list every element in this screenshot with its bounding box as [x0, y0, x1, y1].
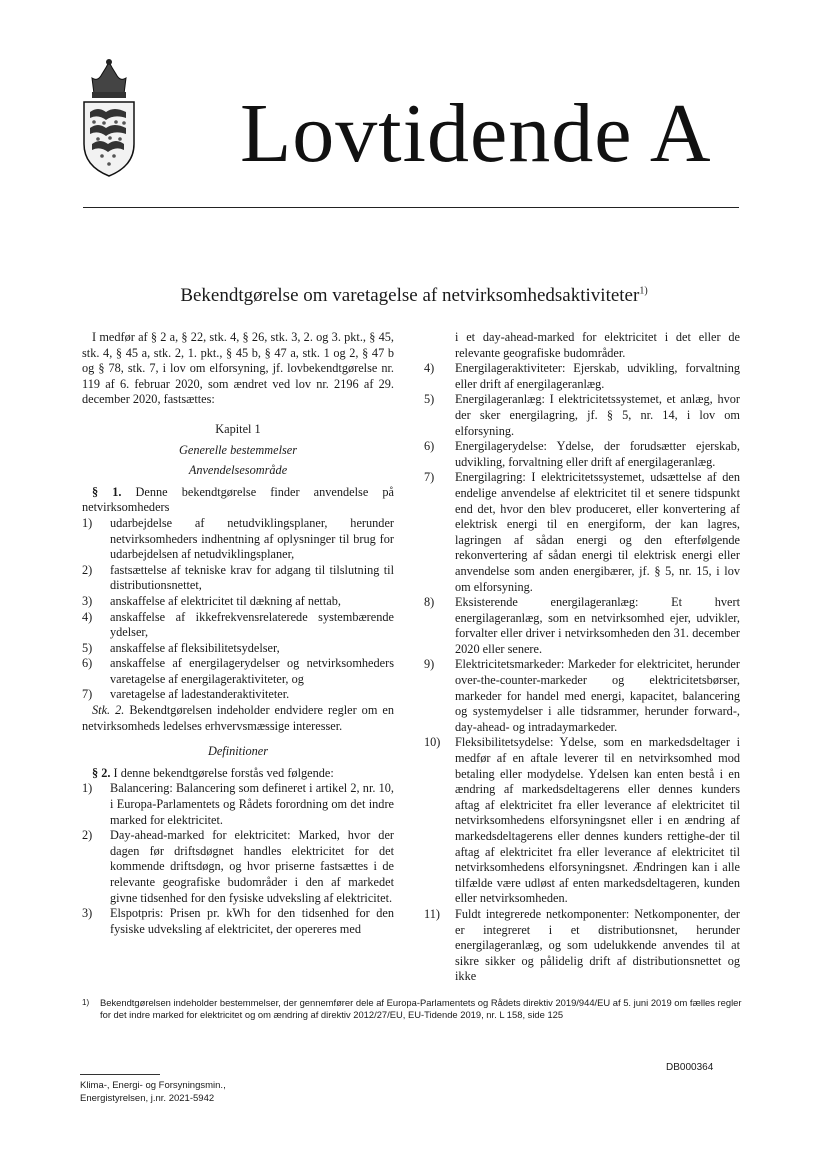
left-column: [82, 330, 394, 937]
item-number: 10): [424, 735, 441, 750]
section-2-intro: [82, 766, 394, 782]
danish-coat-of-arms-logo: [80, 58, 138, 178]
footnote-text: Bekendtgørelsen indeholder bestemmelser, der gennemfører dele af Europa-Parlamentets og Rådets direktiv 2019/944/EU af 5. juni 2019 om fælles regler for det indre marked for elektricitet og om ændring af direktiv 2012/27/EU, EU-Tidende 2019, nr. L 158, side 125: [100, 997, 742, 1020]
item-text: Energilagerydelse: Ydelse, der forudsætter ejerskab, udvikling, forvaltning eller drift af energilageranlæg.: [455, 439, 740, 469]
chapter-number: Kapitel 1: [215, 421, 261, 436]
preamble: I medfør af § 2 a, § 22, stk. 4, § 26, stk. 3, 2. og 3. pkt., § 45, stk. 4, § 45 a, stk. 2, 1. pkt., § 45 b, § 47 a, stk. 1 og 2, § 47 b og § 78, stk. 7, i lov om elforsyning, jf. lovbekendtgørelse nr. 119 af 6. februar 2020, som ændret ved lov nr. 2196 af 29. december 2020, fastsættes:: [82, 330, 394, 407]
title-footnote-mark: 1): [639, 285, 648, 297]
right-column: [424, 330, 740, 985]
item-text: anskaffelse af ikkefrekvensrelaterede systembærende ydelser,: [110, 609, 394, 640]
definition-item: [82, 906, 394, 937]
item-number: 1): [82, 515, 93, 530]
item-number: 2): [82, 562, 93, 577]
ministry-line-1: Klima-, Energi- og Forsyningsmin.,: [80, 1080, 226, 1091]
list-item: [82, 563, 394, 594]
item-number: 8): [424, 595, 435, 610]
definition-item: [424, 735, 740, 907]
footnote: [82, 997, 742, 1021]
item-text: Elspotpris: Prisen pr. kWh for den tidsenhed for den fysiske udveksling af elektricitet, der opereres med: [110, 906, 394, 936]
item-number: 4): [82, 609, 93, 624]
item-number: 3): [82, 593, 93, 608]
definition-item: [82, 781, 394, 828]
item-text: anskaffelse af energilagerydelser og netvirksomheders varetagelse af energilageraktiviteter, og: [110, 656, 394, 686]
definitions-heading: Definitioner: [207, 744, 269, 759]
definition-item: [424, 657, 740, 735]
item-number: 2): [82, 828, 93, 843]
section-1-stk-2: [82, 703, 394, 734]
definition-item: [424, 392, 740, 439]
list-item: [82, 641, 394, 657]
item-number: 6): [82, 656, 93, 671]
stk-2-text: Bekendtgørelsen indeholder endvidere regler om en netvirksomheds ledelses erhvervsmæssige interesser.: [82, 703, 394, 733]
item-number: 9): [424, 657, 435, 672]
masthead-title: Lovtidende A: [240, 87, 712, 180]
item-number: 1): [82, 781, 93, 796]
definition-item-continued: i et day-ahead-marked for elektricitet i det eller de relevante geografiske budområder.: [455, 330, 740, 360]
item-text: Fuldt integrerede netkomponenter: Netkomponenter, der er integreret i et distributionsnet, herunder energilageranlæg, og som udelukkende anvendes til at sikre sikker og pålidelig drift af distributionsnettet og ikke: [455, 906, 740, 984]
chapter-title: Generelle bestemmelser: [178, 442, 298, 457]
definition-item: [424, 470, 740, 595]
item-text: Fleksibilitetsydelse: Ydelse, som en markedsdeltager i medfør af en aftale leverer til en netvirksomhed mod betaling eller modydelse. Ydelsen kan enten bestå i en ændring af markedsdeltagerens eller dennes kunders aftag af elektricitet fra eller leverance af elektricitet til netvirksomhedens elforsyningsnet eller i en ændring af markedsdeltagerens eller dennes kunders rettighe-der til aftag af elektricitet fra eller leverance af elektricitet til netvirksomhedens elforsyningsnet. Ændringen kan i alle tilfælde være udløst af enten markedsdeltageren, kunden eller netvirksomheden.: [455, 735, 740, 906]
definition-item: [424, 439, 740, 470]
section-2-text: I denne bekendtgørelse forstås ved følgende:: [110, 765, 334, 780]
definition-item: [424, 361, 740, 392]
item-text: Eksisterende energilageranlæg: Et hvert energilageranlæg, som en netvirksomhed ejer, udvikler, forvalter eller driver i netvirksomheden den 31. december 2020 eller senere.: [455, 595, 740, 656]
item-number: 6): [424, 439, 435, 454]
section-2-label: § 2.: [92, 765, 111, 780]
item-number: 4): [424, 361, 435, 376]
footnote-mark: 1): [82, 998, 90, 1007]
item-number: 7): [424, 470, 435, 485]
ministry-reference: [80, 1080, 226, 1105]
item-text: anskaffelse af elektricitet til dækning af nettab,: [110, 593, 341, 608]
scope-heading: Anvendelsesområde: [188, 463, 288, 478]
list-item: [82, 610, 394, 641]
definition-item: [424, 907, 740, 985]
section-1-text: Denne bekendtgørelse finder anvendelse på netvirksomheders: [82, 484, 394, 515]
list-item: [82, 516, 394, 563]
item-text: udarbejdelse af netudviklingsplaner, herunder netvirksomheders indhentning af oplysninger til brug for udarbejdelsen af netudviklingsplaner,: [110, 515, 394, 562]
item-text: Energilagring: I elektricitetssystemet, udsættelse af den endelige anvendelse af elektricitet til et senere tidspunkt end det, hvor den blev produceret, eller konvertering af elektrisk energi til en energiform, der kan lagres, lagringen af sådan energi og den efterfølgende rekonvertering af sådan energi til elektrisk energi eller anvendelse som anden energibærer, jf. § 5, nr. 15, i lov om elforsyning.: [455, 470, 740, 594]
section-1-label: § 1.: [92, 484, 122, 499]
list-item: [82, 594, 394, 610]
item-number: 7): [82, 687, 93, 702]
item-text: fastsættelse af tekniske krav for adgang til tilslutning til distributionsnettet,: [110, 562, 394, 593]
document-title-text: Bekendtgørelse om varetagelse af netvirksomhedsaktiviteter: [180, 285, 640, 306]
list-item: [82, 687, 394, 703]
list-item: [82, 656, 394, 687]
document-code: DB000364: [666, 1062, 714, 1073]
item-text: Energilageranlæg: I elektricitetssystemet, et anlæg, hvor der sker energilagring, jf. § 5, nr. 14, i lov om elforsyning.: [455, 392, 740, 438]
item-number: 11): [424, 906, 440, 921]
section-1-intro: [82, 485, 394, 516]
definition-item: [82, 828, 394, 906]
ministry-line-2: Energistyrelsen, j.nr. 2021-5942: [80, 1092, 215, 1104]
item-text: Balancering: Balancering som defineret i artikel 2, nr. 10, i Europa-Parlamentets og Rådets forordning om det indre marked for elektricitet.: [110, 781, 394, 827]
item-text: anskaffelse af fleksibilitetsydelser,: [110, 640, 280, 655]
document-title: [90, 285, 738, 307]
stk-2-label: Stk. 2.: [92, 703, 125, 718]
item-number: 5): [424, 392, 435, 407]
masthead-divider: [83, 207, 739, 208]
definition-item: [424, 595, 740, 657]
item-number: 5): [82, 640, 93, 655]
ministry-divider: [80, 1074, 160, 1075]
item-number: 3): [82, 906, 93, 921]
item-text: varetagelse af ladestanderaktiviteter.: [110, 687, 290, 702]
item-text: Day-ahead-marked for elektricitet: Marked, hvor der dagen før driftsdøgnet handles elektricitet for det kommende driftsdøgn, og hvor priserne fastsættes i de relevante geografiske budområder i den af markedet givne tidsenhed for den fysiske udveksling af elektricitet.: [110, 828, 394, 905]
item-text: Elektricitetsmarkeder: Markeder for elektricitet, herunder over-the-counter-markeder og elektricitetsbørser, markeder for handel med energi, kapacitet, balancering og systemydelser i alle tidsrammer, herunder forward-, day-ahead- og intradaymarkeder.: [455, 657, 740, 734]
item-text: Energilageraktiviteter: Ejerskab, udvikling, forvaltning eller drift af energilageranlæg.: [455, 361, 740, 391]
